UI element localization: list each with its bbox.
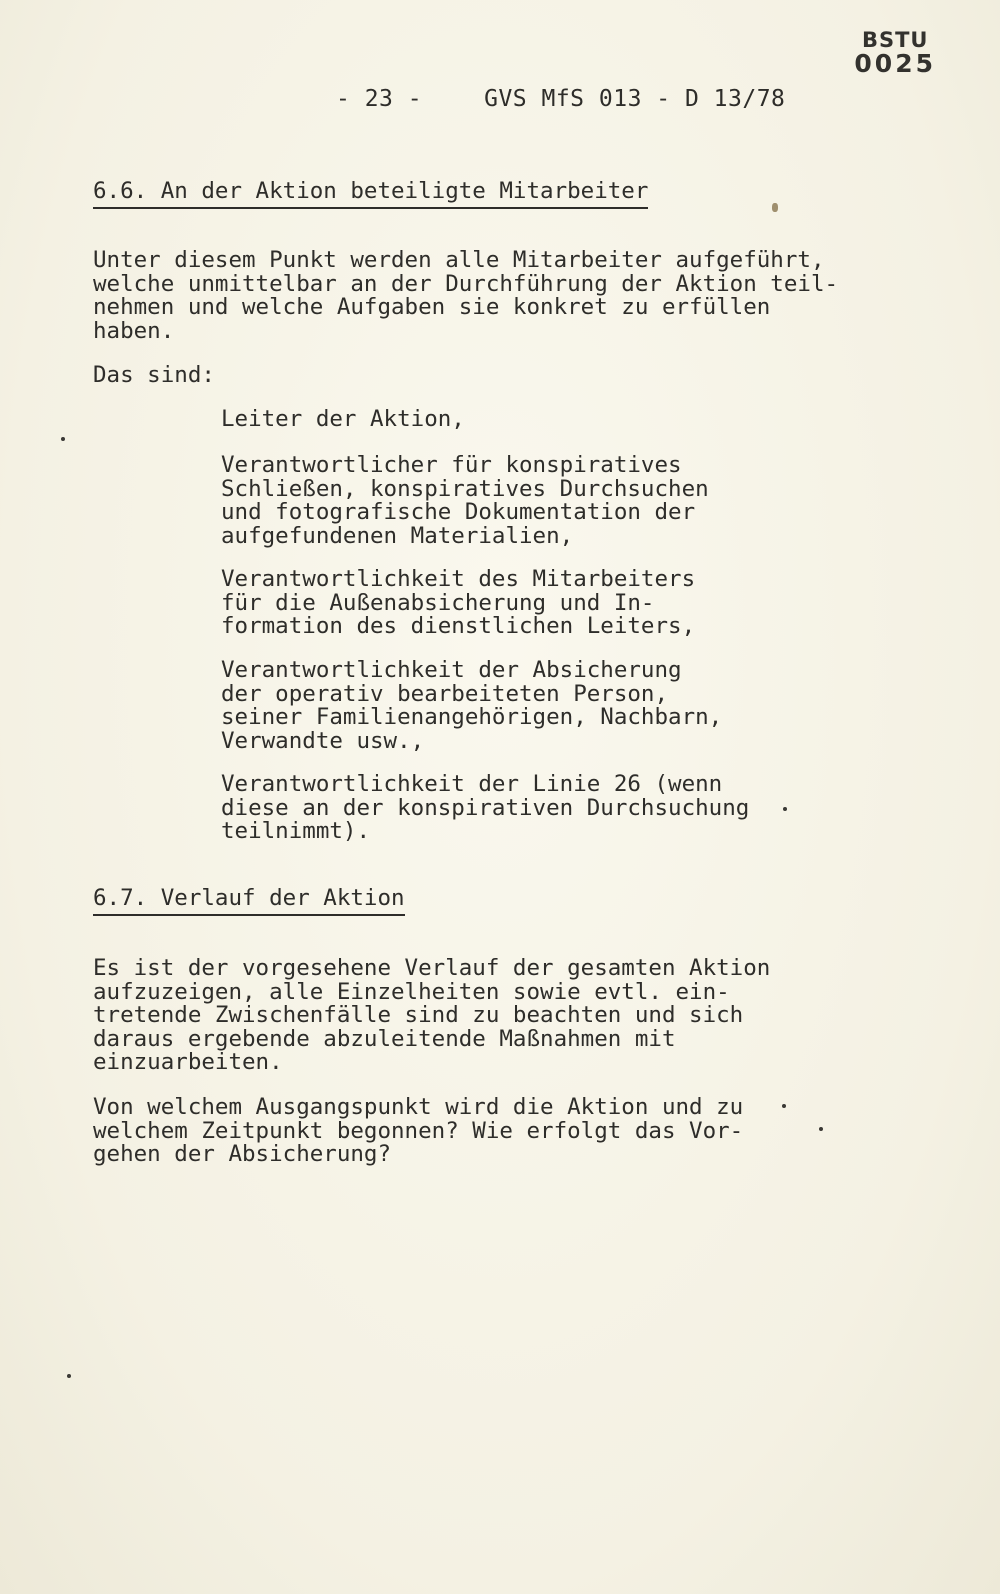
section-intro-paragraph: Unter diesem Punkt werden alle Mitarbeiter aufgeführt, welche unmittelbar an der Durchführung der Aktion teil- nehmen und welche Aufgaben sie konkret zu erfüllen haben. bbox=[93, 247, 839, 344]
stamp-archive-label: BSTU bbox=[861, 28, 929, 52]
punch-mark bbox=[782, 1104, 786, 1108]
punch-mark bbox=[67, 1374, 71, 1378]
list-item: Verantwortlicher für konspiratives Schließen, konspiratives Durchsuchen und fotografische Dokumentation der aufgefundenen Materialien, bbox=[221, 452, 709, 549]
list-item: Verantwortlichkeit des Mitarbeiters für die Außenabsicherung und In- formation des dienstlichen Leiters, bbox=[221, 566, 696, 639]
section-heading-6-6: 6.6. An der Aktion beteiligte Mitarbeiter bbox=[93, 180, 648, 209]
stamp-page-number: 0025 bbox=[854, 49, 936, 78]
section-paragraph: Von welchem Ausgangspunkt wird die Aktion und zu welchem Zeitpunkt begonnen? Wie erfolgt das Vor- gehen der Absicherung? bbox=[93, 1094, 744, 1167]
section-paragraph: Es ist der vorgesehene Verlauf der gesamten Aktion aufzuzeigen, alle Einzelheiten sowie evtl. ein- tretende Zwischenfälle sind zu beachten und sich daraus ergebende abzuleitende Maßnahmen mit einzuarbeiten. bbox=[93, 955, 771, 1075]
page-header bbox=[336, 86, 785, 112]
list-lead-text: Das sind: bbox=[93, 362, 215, 388]
punch-mark bbox=[819, 1127, 823, 1131]
page-number: - 23 - bbox=[336, 86, 423, 112]
list-item: Verantwortlichkeit der Absicherung der operativ bearbeiteten Person, seiner Familienangehörigen, Nachbarn, Verwandte usw., bbox=[221, 657, 723, 754]
ink-smudge bbox=[772, 203, 778, 212]
archive-stamp bbox=[854, 30, 936, 76]
document-reference: GVS MfS 013 - D 13/78 bbox=[484, 86, 786, 112]
list-item: Leiter der Aktion, bbox=[221, 406, 465, 432]
punch-mark bbox=[783, 807, 787, 811]
punch-mark bbox=[61, 437, 65, 441]
list-item: Verantwortlichkeit der Linie 26 (wenn diese an der konspirativen Durchsuchung teilnimmt). bbox=[221, 771, 750, 844]
section-heading-6-7: 6.7. Verlauf der Aktion bbox=[93, 887, 405, 916]
